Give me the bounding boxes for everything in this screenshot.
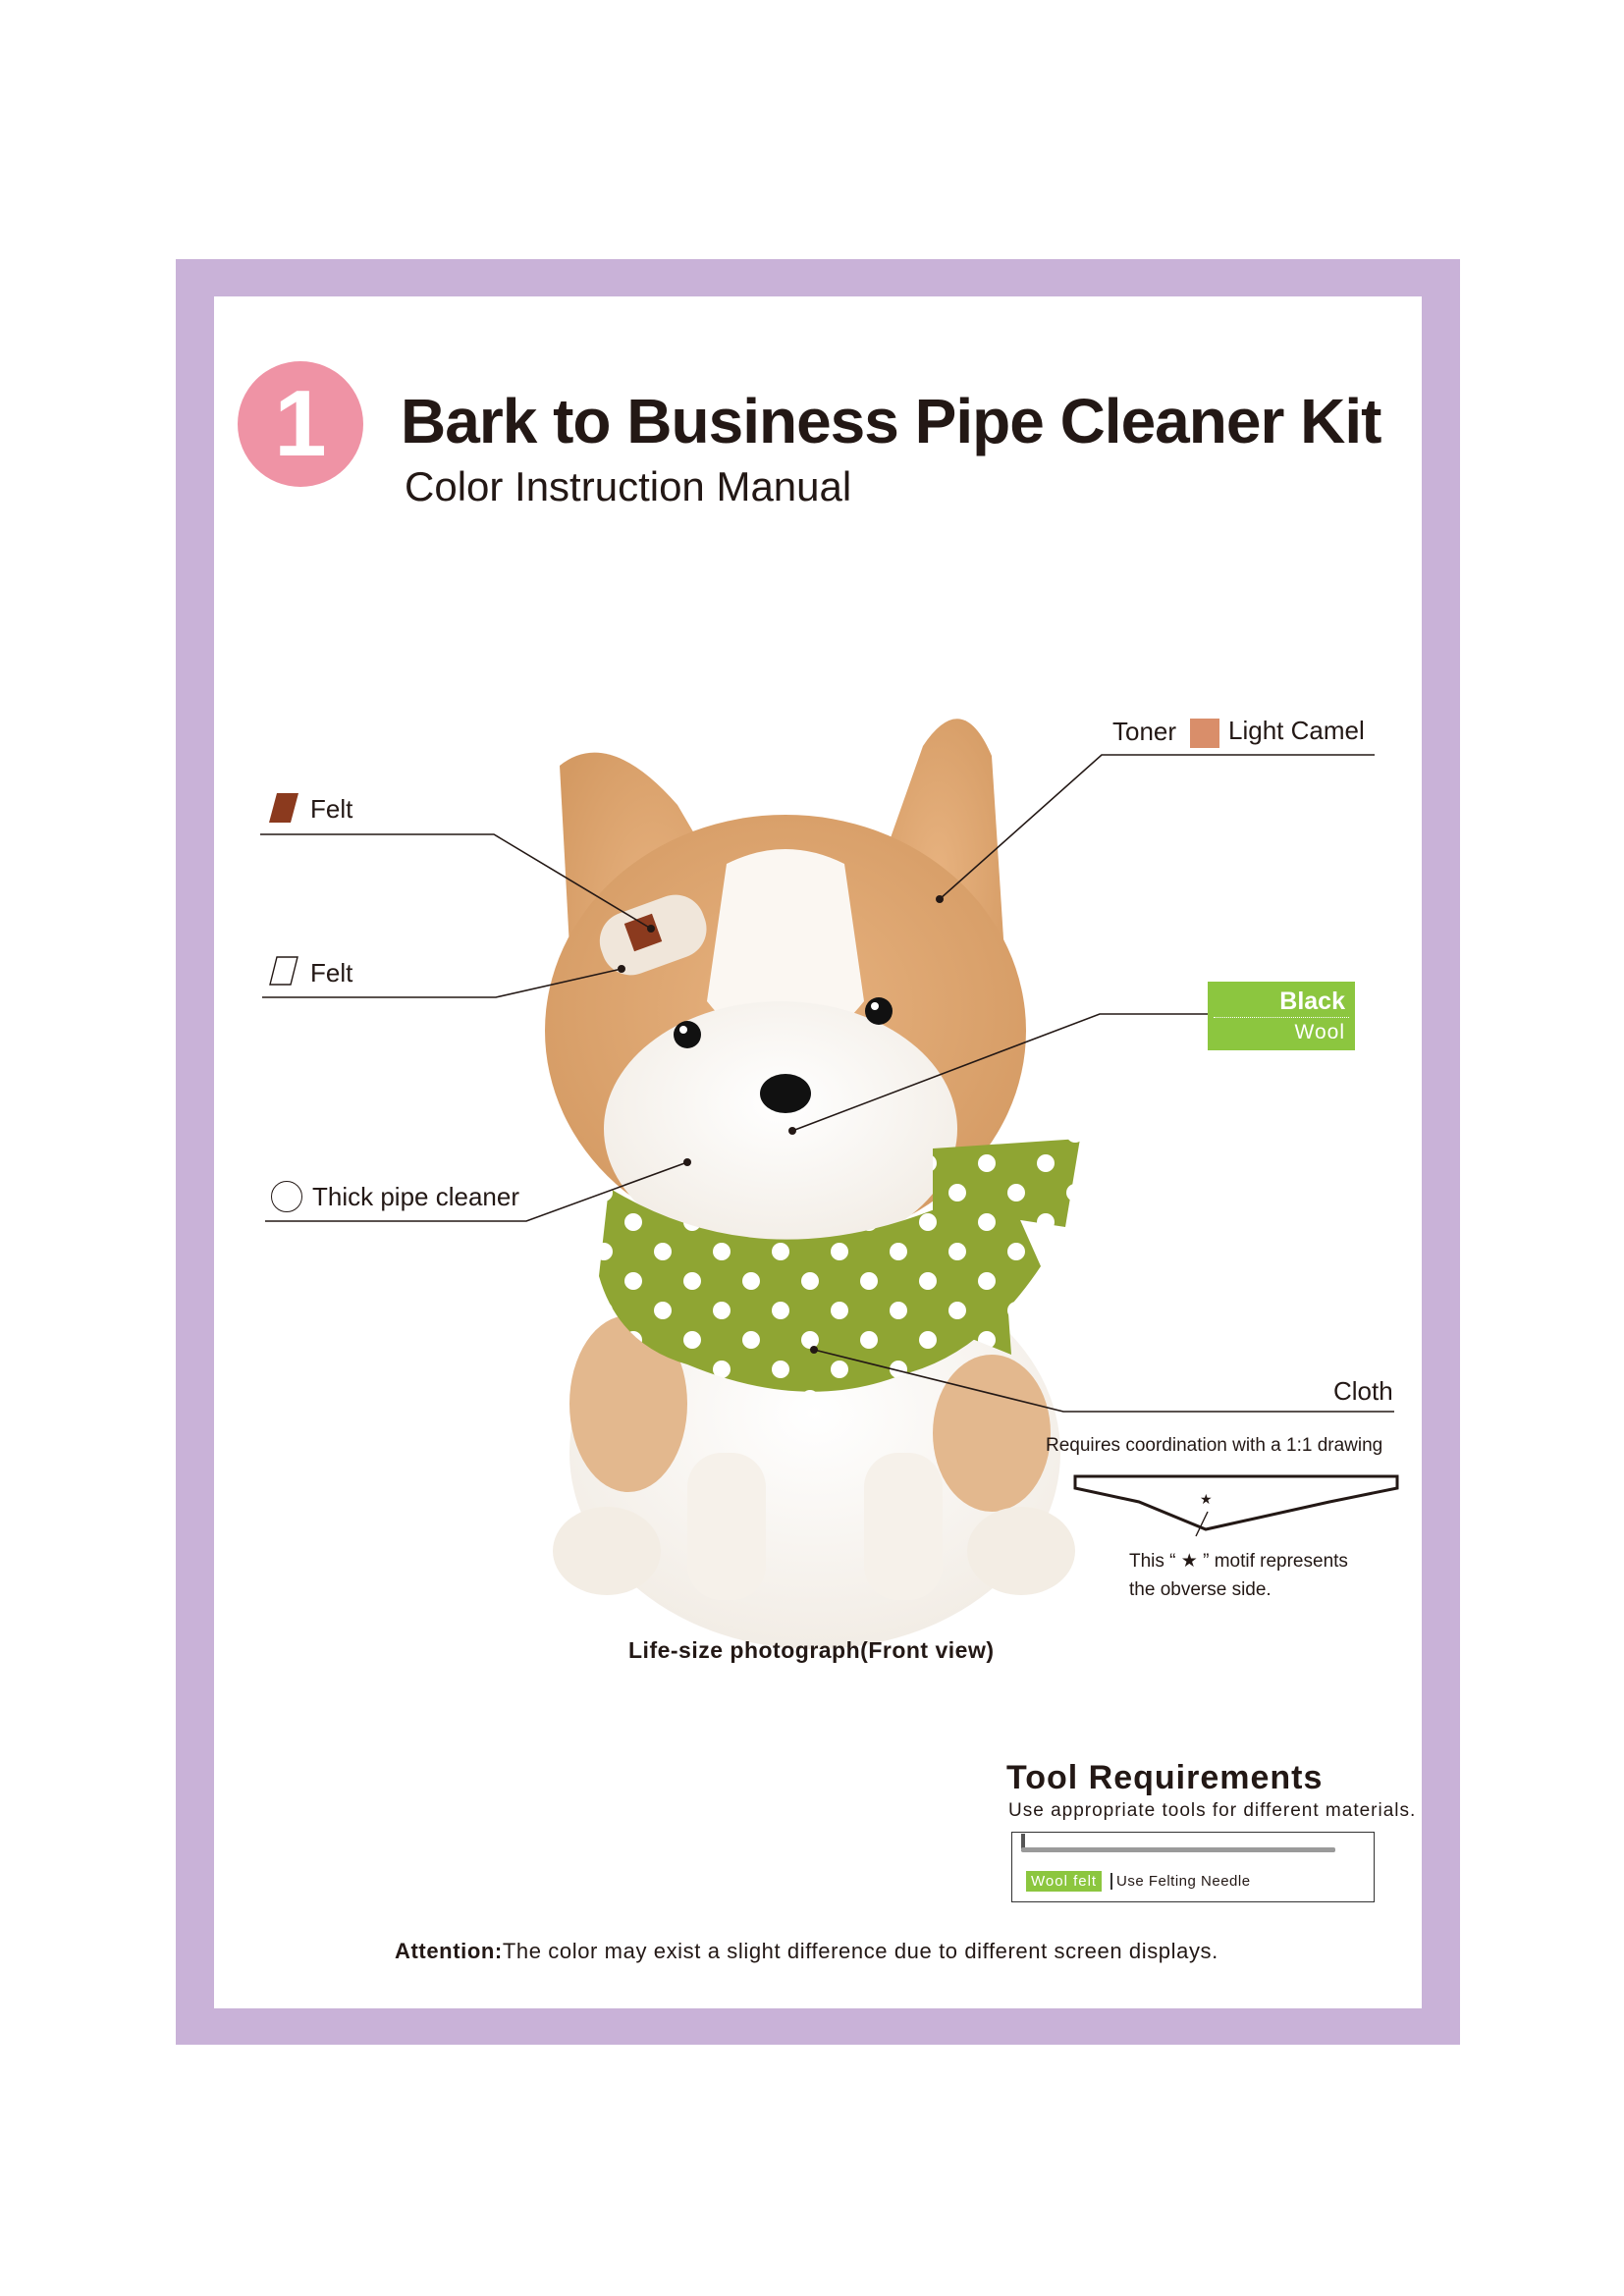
black-wool-tag: [1208, 982, 1355, 1050]
page-subtitle: Color Instruction Manual: [405, 463, 852, 509]
photo-caption: Life-size photograph(Front view): [628, 1637, 995, 1663]
toner-color-label: Light Camel: [1228, 716, 1365, 745]
cloth-label: Cloth: [1333, 1376, 1393, 1406]
wool-material-label: Wool: [1294, 1021, 1345, 1043]
cloth-note: Requires coordination with a 1:1 drawing: [1046, 1435, 1383, 1456]
svg-text:★: ★: [1200, 1492, 1213, 1508]
toner-label: Toner: [1112, 717, 1177, 746]
wool-color-label: Black: [1279, 988, 1345, 1015]
pipe-cleaner-swatch: [271, 1181, 302, 1212]
tool-description: Use Felting Needle: [1110, 1873, 1251, 1890]
cloth-pattern-drawing: [1075, 1476, 1397, 1536]
felt-brown-swatch: [269, 793, 298, 823]
wool-felt-tag: Wool felt: [1026, 1871, 1102, 1892]
step-badge: 1: [238, 361, 363, 487]
motif-note: This “ ★ ” motif represents the obverse side.: [1129, 1551, 1348, 1600]
tool-requirements-title: Tool Requirements: [1006, 1759, 1324, 1796]
felt-white-swatch: [269, 956, 298, 986]
light-camel-swatch: [1190, 719, 1219, 748]
tool-box: [1011, 1832, 1375, 1902]
attention-note: Attention:The color may exist a slight difference due to different screen displays.: [395, 1939, 1218, 1963]
felt-brown-label: Felt: [310, 794, 353, 824]
tool-requirements-subtitle: Use appropriate tools for different materials.: [1008, 1800, 1417, 1821]
page-title: Bark to Business Pipe Cleaner Kit: [401, 386, 1381, 456]
pipe-cleaner-label: Thick pipe cleaner: [312, 1182, 519, 1211]
felt-white-label: Felt: [310, 958, 353, 988]
